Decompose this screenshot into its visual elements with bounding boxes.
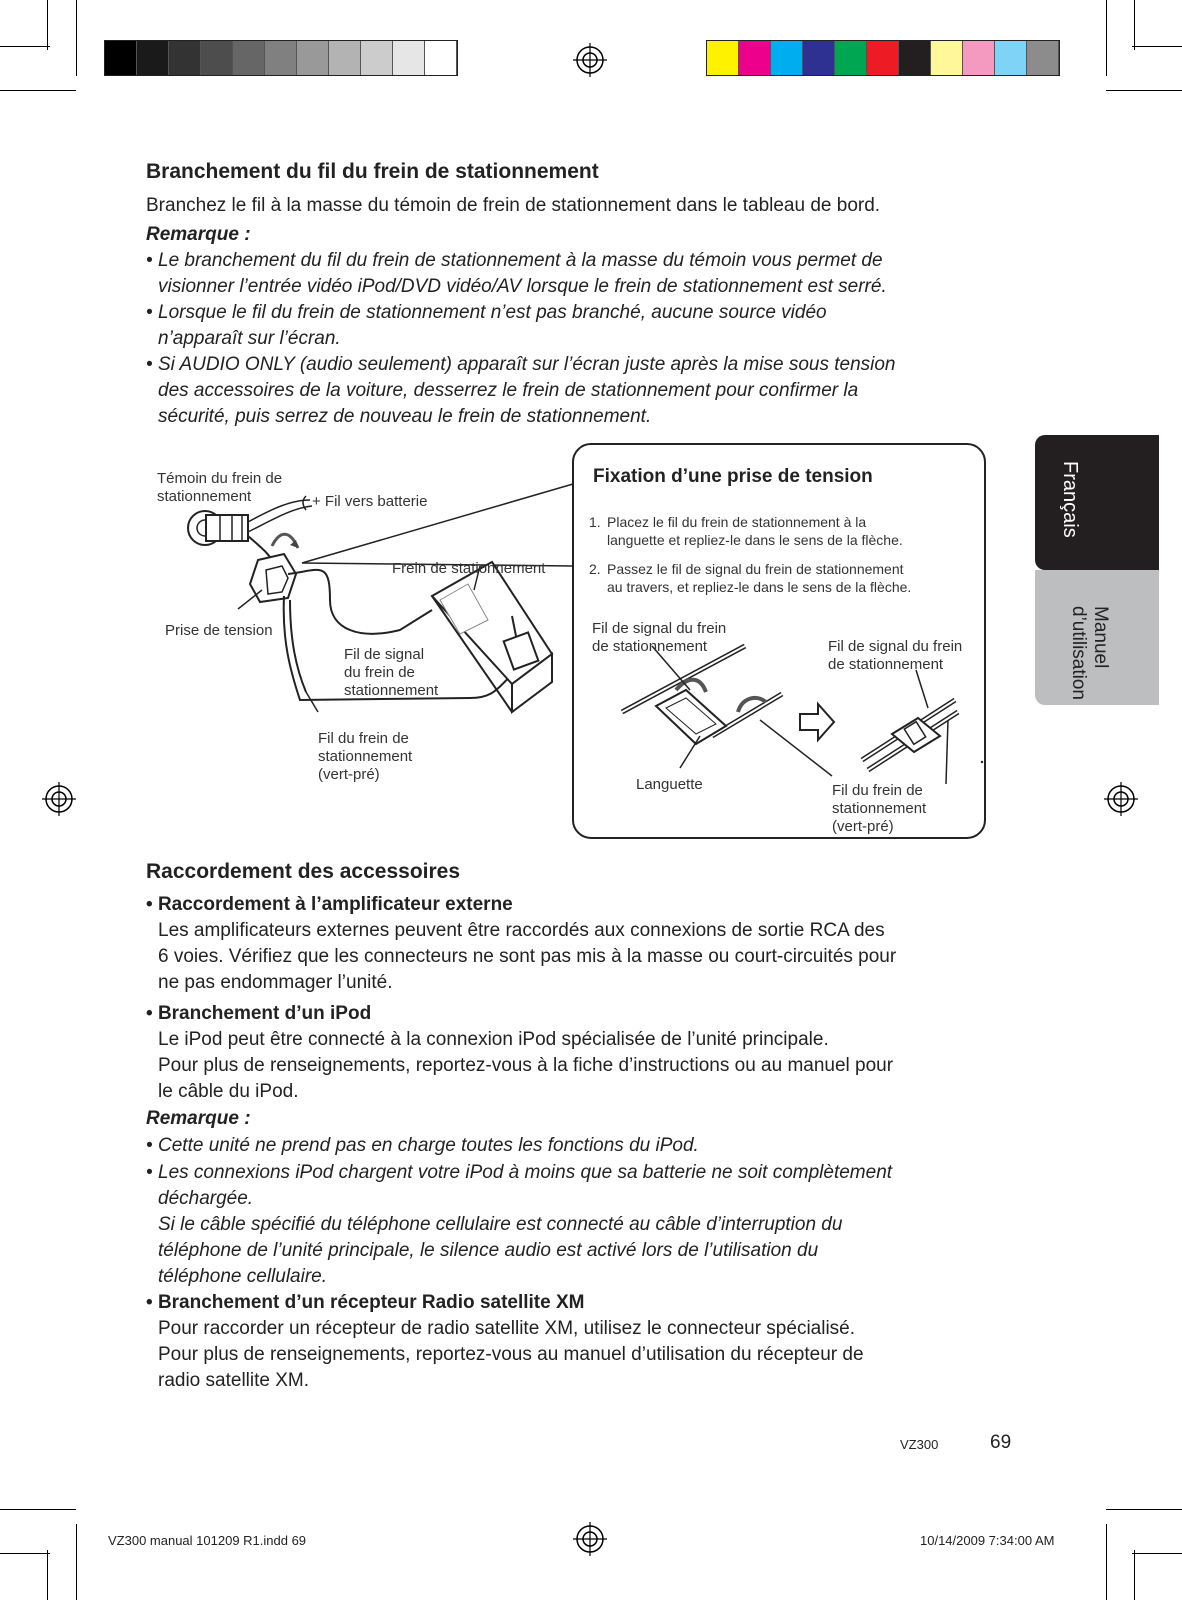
body-line: 6 voies. Vérifiez que les connecteurs ne sont pas mis à la masse ou court-circuités pour — [158, 946, 897, 967]
bullet-icon: • — [146, 354, 153, 375]
note-line: Si AUDIO ONLY (audio seulement) apparaît sur l’écran juste après la mise sous tension — [158, 354, 896, 375]
xm-body — [158, 1316, 864, 1394]
note-line: Le branchement du fil du frein de stationnement à la masse du témoin vous permet de — [158, 250, 883, 271]
label-line: stationnement — [832, 800, 927, 817]
xm-title: Branchement d’un récepteur Radio satellite XM — [157, 1292, 585, 1313]
label-line: Fil de signal du frein — [828, 638, 963, 655]
note-line: Les connexions iPod chargent votre iPod à moins que sa batterie ne soit complètement — [158, 1162, 893, 1183]
label-line: stationnement — [344, 682, 439, 699]
step-line: languette et repliez-le dans le sens de la flèche. — [607, 532, 903, 548]
section1-note-label: Remarque : — [146, 224, 251, 245]
label-line: Fil de signal du frein — [592, 620, 727, 637]
step-line: Passez le fil de signal du frein de stationnement — [607, 561, 904, 577]
body-line: ne pas endommager l’unité. — [158, 972, 393, 993]
frein-label: Frein de stationnement — [392, 560, 546, 577]
amp-heading: • Raccordement à l’amplificateur externe — [146, 894, 513, 915]
box-frein-label — [832, 782, 926, 836]
model-label: VZ300 — [900, 1437, 939, 1452]
label-line: Fil du frein de — [318, 730, 409, 747]
note-line: n’apparaît sur l’écran. — [158, 328, 341, 349]
label-line: (vert-pré) — [318, 766, 380, 783]
label-line: de stationnement — [592, 638, 708, 655]
prise-label: Prise de tension — [165, 622, 273, 639]
file-slug: VZ300 manual 101209 R1.indd 69 — [108, 1533, 307, 1548]
step-line: Placez le fil du frein de stationnement à la — [607, 514, 867, 530]
bullet-icon: • — [146, 1135, 153, 1156]
ipod-body — [158, 1027, 893, 1105]
note-line: Si le câble spécifié du téléphone cellulaire est connecté au câble d’interruption du — [158, 1214, 843, 1235]
note-line: téléphone cellulaire. — [158, 1266, 328, 1287]
note-line: téléphone de l’unité principale, le silence audio est activé lors de l’utilisation du — [158, 1240, 819, 1261]
body-line: Les amplificateurs externes peuvent être raccordés aux connexions de sortie RCA des — [158, 920, 885, 941]
body-line: radio satellite XM. — [158, 1370, 310, 1391]
note-line: Cette unité ne prend pas en charge toutes les fonctions du iPod. — [158, 1135, 699, 1156]
section2-title: Raccordement des accessoires — [146, 860, 461, 883]
step1-text — [607, 513, 903, 549]
note-line: sécurité, puis serrez de nouveau le frein de stationnement. — [158, 406, 652, 427]
label-line: de stationnement — [828, 656, 944, 673]
temoin-label — [157, 470, 282, 506]
label-line: stationnement — [157, 488, 252, 505]
body-line: Pour plus de renseignements, reportez-vous au manuel d’utilisation du récepteur de — [158, 1344, 864, 1365]
note-item — [146, 1133, 1026, 1159]
label-line: (vert-pré) — [832, 818, 894, 835]
note-line: Lorsque le fil du frein de stationnement n’est pas branché, aucune source vidéo — [158, 302, 827, 323]
note-line: des accessoires de la voiture, desserrez le frein de stationnement pour confirmer la — [158, 380, 859, 401]
amp-title: Raccordement à l’amplificateur externe — [157, 894, 513, 915]
label-line: Fil du frein de — [832, 782, 923, 799]
step-line: au travers, et repliez-le dans le sens de la flèche. — [607, 579, 912, 595]
step2-number: 2. — [589, 561, 601, 577]
note-line: déchargée. — [158, 1188, 254, 1209]
label-line: du frein de — [344, 664, 415, 681]
section1-intro: Branchez le fil à la masse du témoin de frein de stationnement dans le tableau de bord. — [146, 195, 881, 216]
note-line: visionner l’entrée vidéo iPod/DVD vidéo/AV lorsque le frein de stationnement est serré. — [158, 276, 887, 297]
body-line: le câble du iPod. — [158, 1081, 299, 1102]
body-line: Le iPod peut être connecté à la connexion iPod spécialisée de l’unité principale. — [158, 1029, 829, 1050]
print-timestamp: 10/14/2009 7:34:00 AM — [920, 1533, 1055, 1548]
ipod-heading: • Branchement d’un iPod — [146, 1003, 372, 1024]
xm-heading: • Branchement d’un récepteur Radio satellite XM — [146, 1292, 585, 1313]
bullet-icon: • — [146, 250, 153, 271]
bullet-icon: • — [146, 302, 153, 323]
section-label-line1: Manuel — [1090, 606, 1111, 669]
fixation-title: Fixation d’une prise de tension — [593, 466, 873, 487]
parking-brake-icon — [432, 562, 552, 712]
fil-frein-label — [318, 730, 412, 784]
ipod-title: Branchement d’un iPod — [157, 1003, 372, 1024]
step1-number: 1. — [589, 514, 601, 530]
section-label-line2: d’utilisation — [1068, 606, 1089, 700]
label-line: Témoin du frein de — [157, 470, 283, 487]
signal-right-label — [828, 638, 962, 674]
languette-label: Languette — [636, 776, 703, 793]
section1-title: Branchement du fil du frein de stationnement — [146, 160, 599, 183]
section2-note-label: Remarque : — [146, 1108, 251, 1129]
fil-signal-label — [344, 646, 438, 700]
language-label: Français — [1059, 461, 1081, 538]
label-line: stationnement — [318, 748, 413, 765]
bullet-icon: • — [146, 1162, 153, 1183]
body-line: Pour raccorder un récepteur de radio satellite XM, utilisez le connecteur spécialisé. — [158, 1318, 856, 1339]
lamp-icon — [188, 511, 248, 545]
step2-text — [607, 560, 911, 596]
page-number: 69 — [990, 1432, 1012, 1453]
note-item — [146, 1160, 1026, 1290]
fil-batterie-label: + Fil vers batterie — [312, 493, 428, 510]
signal-left-label — [592, 620, 726, 656]
amp-body — [158, 918, 896, 996]
body-line: Pour plus de renseignements, reportez-vous à la fiche d’instructions ou au manuel pour — [158, 1055, 894, 1076]
label-line: Fil de signal — [344, 646, 425, 663]
